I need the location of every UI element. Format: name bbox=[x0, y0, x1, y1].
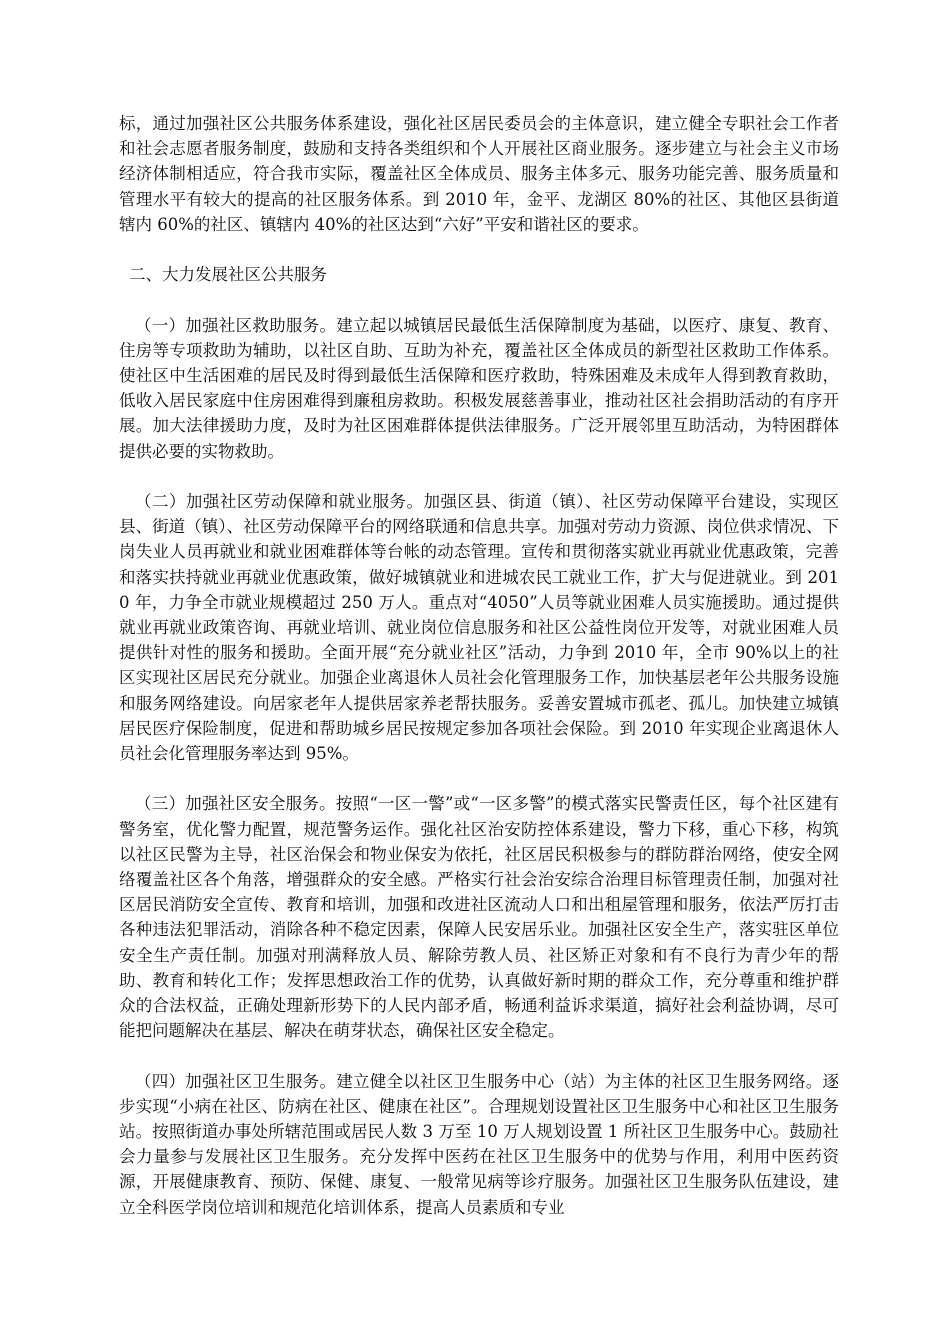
section-heading: 二、大力发展社区公共服务 bbox=[129, 265, 327, 285]
intro-paragraph: 标，通过加强社区公共服务体系建设，强化社区居民委员会的主体意识，建立健全专职社会工作者和社会志愿者服务制度，鼓励和支持各类组织和个人开展社区商业服务。逐步建立与社会主义市场经济体制相适应，符合我市实际，覆盖社区全体成员、服务主体多元、服务功能完善、服务质量和管理水平有较大的提高的社区服务体系。到 2010 年，金平、龙湖区 80%的社区、其他区县街道辖内 60%的社区、镇辖内 40%的社区达到“六好”平安和谐社区的要求。 bbox=[119, 114, 839, 234]
document-body bbox=[119, 111, 839, 1245]
section-health-paragraph: （四）加强社区卫生服务。建立健全以社区卫生服务中心（站）为主体的社区卫生服务网络。逐步实现“小病在社区、防病在社区、健康在社区”。合理规划设置社区卫生服务中心和社区卫生服务站。按照街道办事处所辖范围或居民人数 3 万至 10 万人规划设置 1 所社区卫生服务中心。鼓励社会力量参与发展社区卫生服务。充分发挥中医药在社区卫生服务中的优势与作用，利用中医药资源，开展健康教育、预防、保健、康复、一般常见病等诊疗服务。加强社区卫生服务队伍建设，建立全科医学岗位培训和规范化培训体系，提高人员素质和专业 bbox=[119, 1071, 839, 1217]
section-rescue-paragraph: （一）加强社区救助服务。建立起以城镇居民最低生活保障制度为基础，以医疗、康复、教育、住房等专项救助为辅助，以社区自助、互助为补充，覆盖社区全体成员的新型社区救助工作体系。使社区中生活困难的居民及时得到最低生活保障和医疗救助，特殊困难及未成年人得到教育救助，低收入居民家庭中住房困难得到廉租房救助。积极发展慈善事业，推动社区社会捐助活动的有序开展。加大法律援助力度，及时为社区困难群体提供法律服务。广泛开展邻里互助活动，为特困群体提供必要的实物救助。 bbox=[119, 315, 839, 461]
section-security-paragraph: （三）加强社区安全服务。按照“一区一警”或“一区多警”的模式落实民警责任区，每个社区建有警务室，优化警力配置，规范警务运作。强化社区治安防控体系建设，警力下移，重心下移，构筑以社区民警为主导，社区治保会和物业保安为依托，社区居民积极参与的群防群治网络，使安全网络覆盖社区各个角落，增强群众的安全感。严格实行社会治安综合治理目标管理责任制，加强对社区居民消防安全宣传、教育和培训，加强和改进社区流动人口和出租屋管理和服务，依法严厉打击各种违法犯罪活动，消除各种不稳定因素，保障人民安居乐业。加强社区安全生产，落实驻区单位安全生产责任制。加强对刑满释放人员、解除劳教人员、社区矫正对象和有不良行为青少年的帮助、教育和转化工作；发挥思想政治工作的优势，认真做好新时期的群众工作，充分尊重和维护群众的合法权益，正确处理新形势下的人民内部矛盾，畅通利益诉求渠道，搞好社会利益协调，尽可能把问题解决在基层、解决在萌芽状态，确保社区安全稳定。 bbox=[119, 794, 839, 1041]
section-labor-paragraph: （二）加强社区劳动保障和就业服务。加强区县、街道（镇）、社区劳动保障平台建设，实现区县、街道（镇）、社区劳动保障平台的网络联通和信息共享。加强对劳动力资源、岗位供求情况、下岗失业人员再就业和就业困难群体等台帐的动态管理。宣传和贯彻落实就业再就业优惠政策，完善和落实扶持就业再就业优惠政策，做好城镇就业和进城农民工就业工作，扩大与促进就业。到 2010 年，力争全市就业规模超过 250 万人。重点对“4050”人员等就业困难人员实施援助。通过提供就业再就业政策咨询、再就业培训、就业岗位信息服务和社区公益性岗位开发等，对就业困难人员提供针对性的服务和援助。全面开展“充分就业社区”活动，力争到 2010 年，全市 90%以上的社区实现社区居民充分就业。加强企业离退休人员社会化管理服务工作，加快基层老年公共服务设施和服务网络建设。向居家老年人提供居家养老帮扶服务。妥善安置城市孤老、孤儿。加快建立城镇居民医疗保险制度，促进和帮助城乡居民按规定参加各项社会保险。到 2010 年实现企业离退休人员社会化管理服务率达到 95%。 bbox=[119, 492, 839, 764]
